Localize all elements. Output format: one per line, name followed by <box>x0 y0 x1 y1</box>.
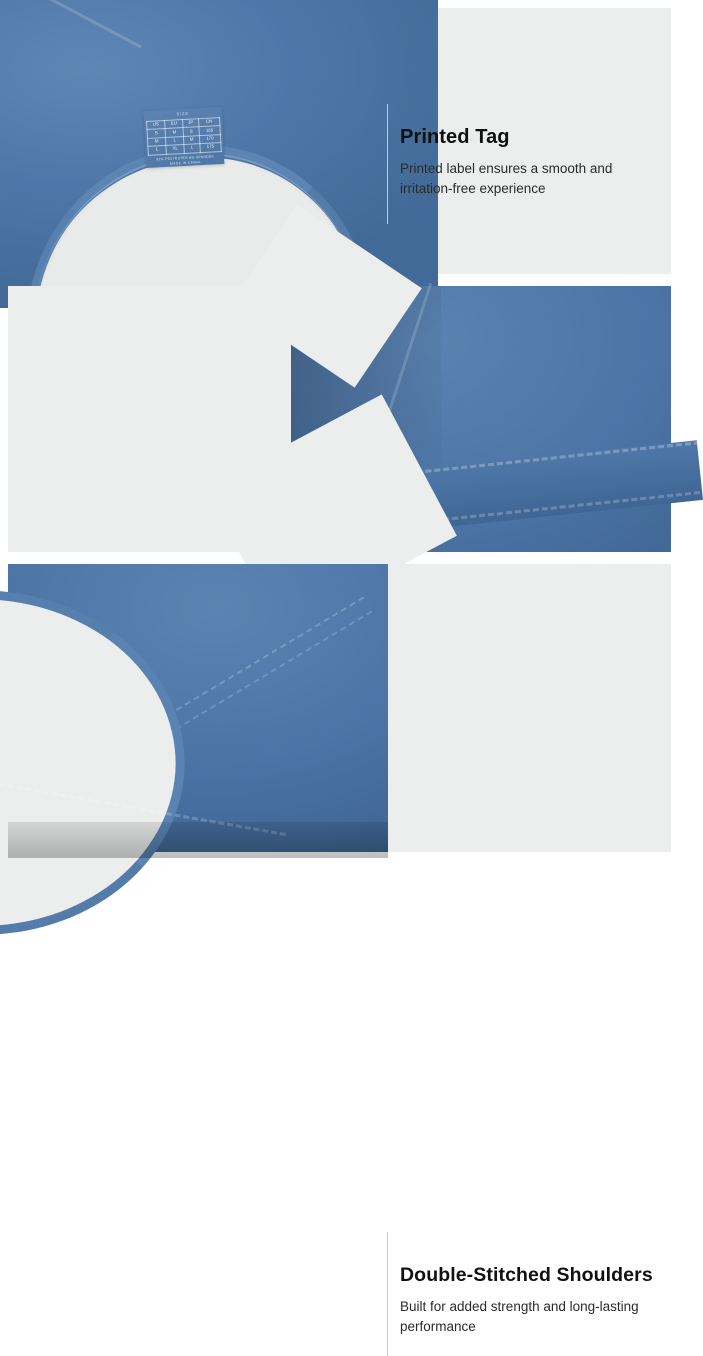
tag-cell: 165 <box>199 126 221 136</box>
caption-double-stitched-shoulders <box>400 1264 668 1336</box>
tag-header-cell: JP <box>183 119 199 128</box>
caption-divider <box>387 1232 388 1356</box>
printed-size-tag <box>144 107 225 168</box>
tag-cell: L <box>184 144 200 153</box>
tag-origin-text: MADE IN CHINA <box>169 159 201 166</box>
tag-cell: M <box>147 137 166 146</box>
tag-cell: S <box>147 129 166 138</box>
tag-cell: S <box>183 127 199 136</box>
tag-cell: M <box>184 135 200 144</box>
caption-printed-tag <box>400 126 662 198</box>
feature-panel-double-stitched-shoulders <box>8 564 671 1334</box>
product-photo-double-stitched-shoulders <box>8 564 388 852</box>
tag-cell: 170 <box>199 134 221 144</box>
caption-title: Printed Tag <box>400 126 510 148</box>
product-photo-flatlock-stitching <box>291 286 671 552</box>
tag-header-cell: US <box>147 120 166 129</box>
tag-cell: XL <box>166 145 185 154</box>
tag-header-cell: CN <box>198 117 220 127</box>
tag-size-table <box>146 117 222 156</box>
tag-brand-line: SIZE <box>176 111 190 117</box>
tag-cell: L <box>166 136 185 145</box>
tag-care-text: 92% POLYESTER 8% SPANDEX <box>156 154 214 162</box>
feature-panel-flatlock-stitching <box>8 286 671 552</box>
caption-divider <box>387 104 388 224</box>
tag-cell: L <box>148 146 167 155</box>
tag-cell: 175 <box>200 143 222 153</box>
caption-description: Printed label ensures a smooth and irritation-free experience <box>400 161 613 196</box>
bottom-hem-shadow <box>8 822 388 858</box>
caption-title: Double-Stitched Shoulders <box>400 1264 653 1286</box>
tag-header-cell: EU <box>165 119 184 128</box>
tag-cell: M <box>165 128 184 137</box>
caption-description: Built for added strength and long-lasting performance <box>400 1299 639 1334</box>
